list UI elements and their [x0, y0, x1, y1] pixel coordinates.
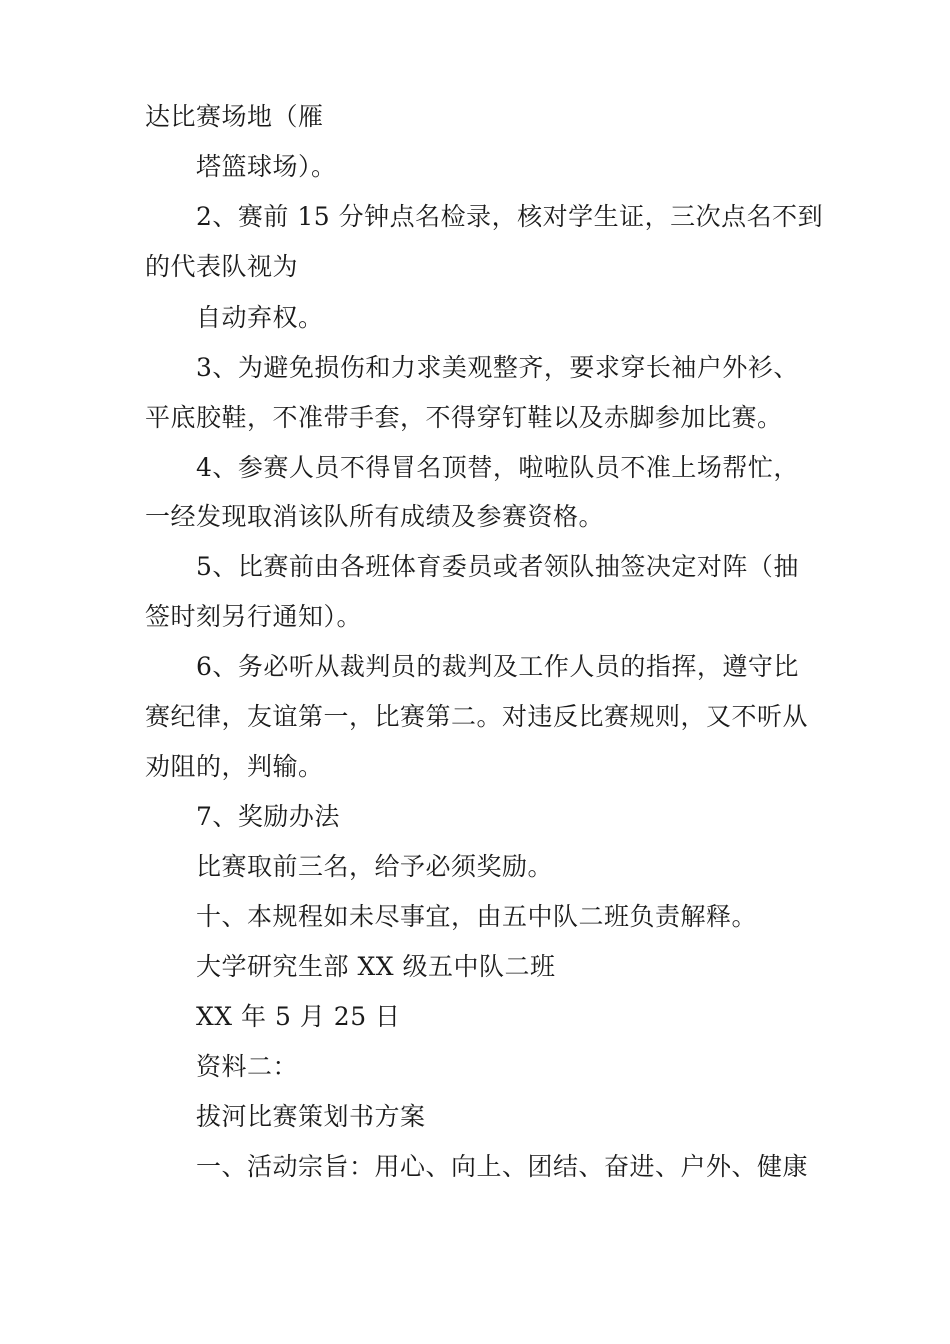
- text-line: 赛纪律，友谊第一，比赛第二。对违反比赛规则，又不听从: [145, 702, 809, 731]
- text-line: 达比赛场地（雁: [145, 102, 324, 131]
- text-line: 的代表队视为: [145, 252, 299, 281]
- text-line: 平底胶鞋，不准带手套，不得穿钉鞋以及赤脚参加比赛。: [145, 403, 783, 432]
- text-line: XX 年 5 月 25 日: [196, 1002, 401, 1031]
- text-line: 一经发现取消该队所有成绩及参赛资格。: [145, 502, 605, 531]
- text-line: 3、为避免损伤和力求美观整齐，要求穿长袖户外衫、: [196, 353, 799, 382]
- text-line: 签时刻另行通知）。: [145, 602, 363, 631]
- text-line: 4、参赛人员不得冒名顶替，啦啦队员不准上场帮忙，: [196, 453, 799, 482]
- text-line: 资料二：: [196, 1052, 299, 1081]
- text-line: 6、务必听从裁判员的裁判及工作人员的指挥，遵守比: [196, 652, 799, 681]
- text-line: 2、赛前 15 分钟点名检录，核对学生证，三次点名不到: [196, 202, 824, 231]
- text-line: 十、本规程如未尽事宜，由五中队二班负责解释。: [196, 902, 758, 931]
- text-line: 塔篮球场）。: [196, 152, 337, 181]
- text-line: 自动弃权。: [196, 303, 324, 332]
- text-line: 比赛取前三名，给予必须奖励。: [196, 852, 554, 881]
- text-line: 一、活动宗旨：用心、向上、团结、奋进、户外、健康: [196, 1152, 809, 1181]
- text-line: 7、奖励办法: [196, 802, 340, 831]
- text-line: 劝阻的，判输。: [145, 752, 324, 781]
- text-line: 拔河比赛策划书方案: [196, 1102, 426, 1131]
- text-line: 大学研究生部 XX 级五中队二班: [196, 952, 556, 981]
- text-line: 5、比赛前由各班体育委员或者领队抽签决定对阵（抽: [196, 552, 799, 581]
